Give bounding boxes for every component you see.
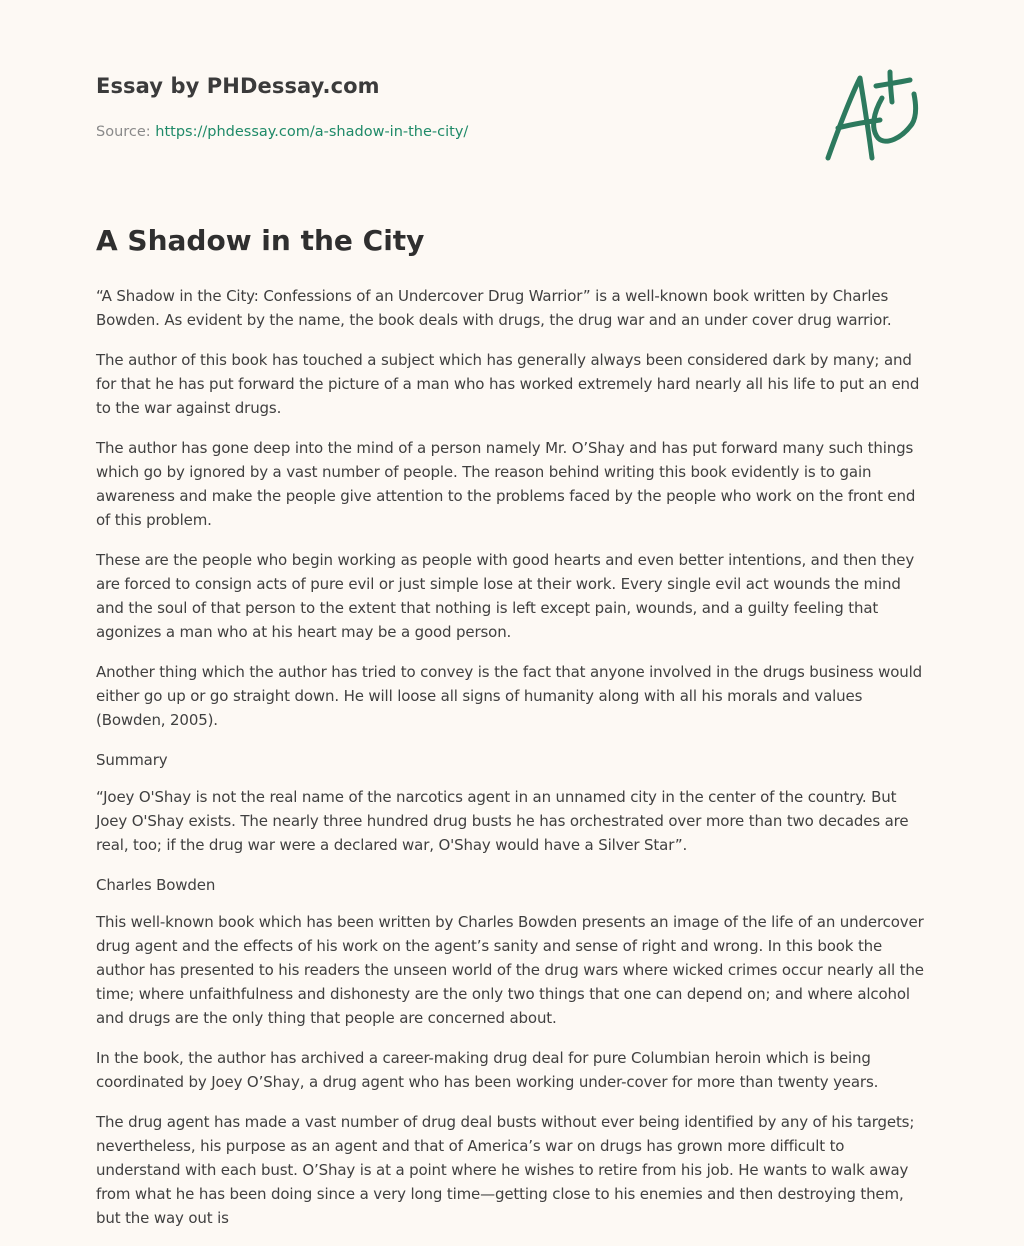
paragraph-1: “A Shadow in the City: Confessions of an Undercover Drug Warrior” is a well-known book written by Charles Bowden. As evident by the name, the book deals with drugs, the drug war and an under cover drug warrior. [96, 287, 892, 329]
section-label-author: Charles Bowden [96, 876, 216, 894]
a-plus-icon [820, 66, 930, 170]
paragraph-8: The drug agent has made a vast number of drug deal busts without ever being identified by any of his targets; nevertheless, his purpose as an agent and that of America’s war on drugs has grown more difficult to understand with each bust. O’Shay is at a point where he wishes to retire from his job. He wants to walk away from what he has been doing since a very long time—getting close to his enemies and then destroying them, but the way out is [96, 1113, 915, 1227]
site-brand: Essay by PHDessay.com [96, 74, 380, 98]
source-line [96, 124, 468, 140]
paragraph-2: The author of this book has touched a subject which has generally always been considered dark by many; and for that he has put forward the picture of a man who has worked extremely hard nearly all his life to put an end to the war against drugs. [96, 351, 920, 417]
essay-body [96, 284, 928, 1246]
paragraph-3: The author has gone deep into the mind of a person namely Mr. O’Shay and has put forward many such things which go by ignored by a vast number of people. The reason behind writing this book evidently is to gain awareness and make the people give attention to the problems faced by the people who work on the front end of this problem. [96, 439, 916, 529]
source-link[interactable]: https://phdessay.com/a-shadow-in-the-city/ [155, 124, 469, 140]
section-label-summary: Summary [96, 751, 168, 769]
paragraph-6: This well-known book which has been written by Charles Bowden presents an image of the life of an undercover drug agent and the effects of his work on the agent’s sanity and sense of right and wrong. In this book the author has presented to his readers the unseen world of the drug wars where wicked crimes occur nearly all the time; where unfaithfulness and dishonesty are the only two things that one can depend on; and where alcohol and drugs are the only thing that people are concerned about. [96, 913, 924, 1027]
paragraph-4: These are the people who begin working as people with good hearts and even better intentions, and then they are forced to consign acts of pure evil or just simple lose at their work. Every single evil act wounds the mind and the soul of that person to the extent that nothing is left except pain, wounds, and a guilty feeling that agonizes a man who at his heart may be a good person. [96, 551, 915, 641]
paragraph-7: In the book, the author has archived a career-making drug deal for pure Columbian heroin which is being coordinated by Joey O’Shay, a drug agent who has been working under-cover for more than twenty years. [96, 1049, 879, 1091]
essay-title: A Shadow in the City [96, 224, 425, 257]
paragraph-5: Another thing which the author has tried to convey is the fact that anyone involved in the drugs business would either go up or go straight down. He will loose all signs of humanity along with all his morals and values (Bowden, 2005). [96, 663, 922, 729]
paragraph-quote: “Joey O'Shay is not the real name of the narcotics agent in an unnamed city in the center of the country. But Joey O'Shay exists. The nearly three hundred drug busts he has orchestrated over more than two decades are real, too; if the drug war were a declared war, O'Shay would have a Silver Star”. [96, 788, 909, 854]
source-label: Source: [96, 124, 151, 140]
